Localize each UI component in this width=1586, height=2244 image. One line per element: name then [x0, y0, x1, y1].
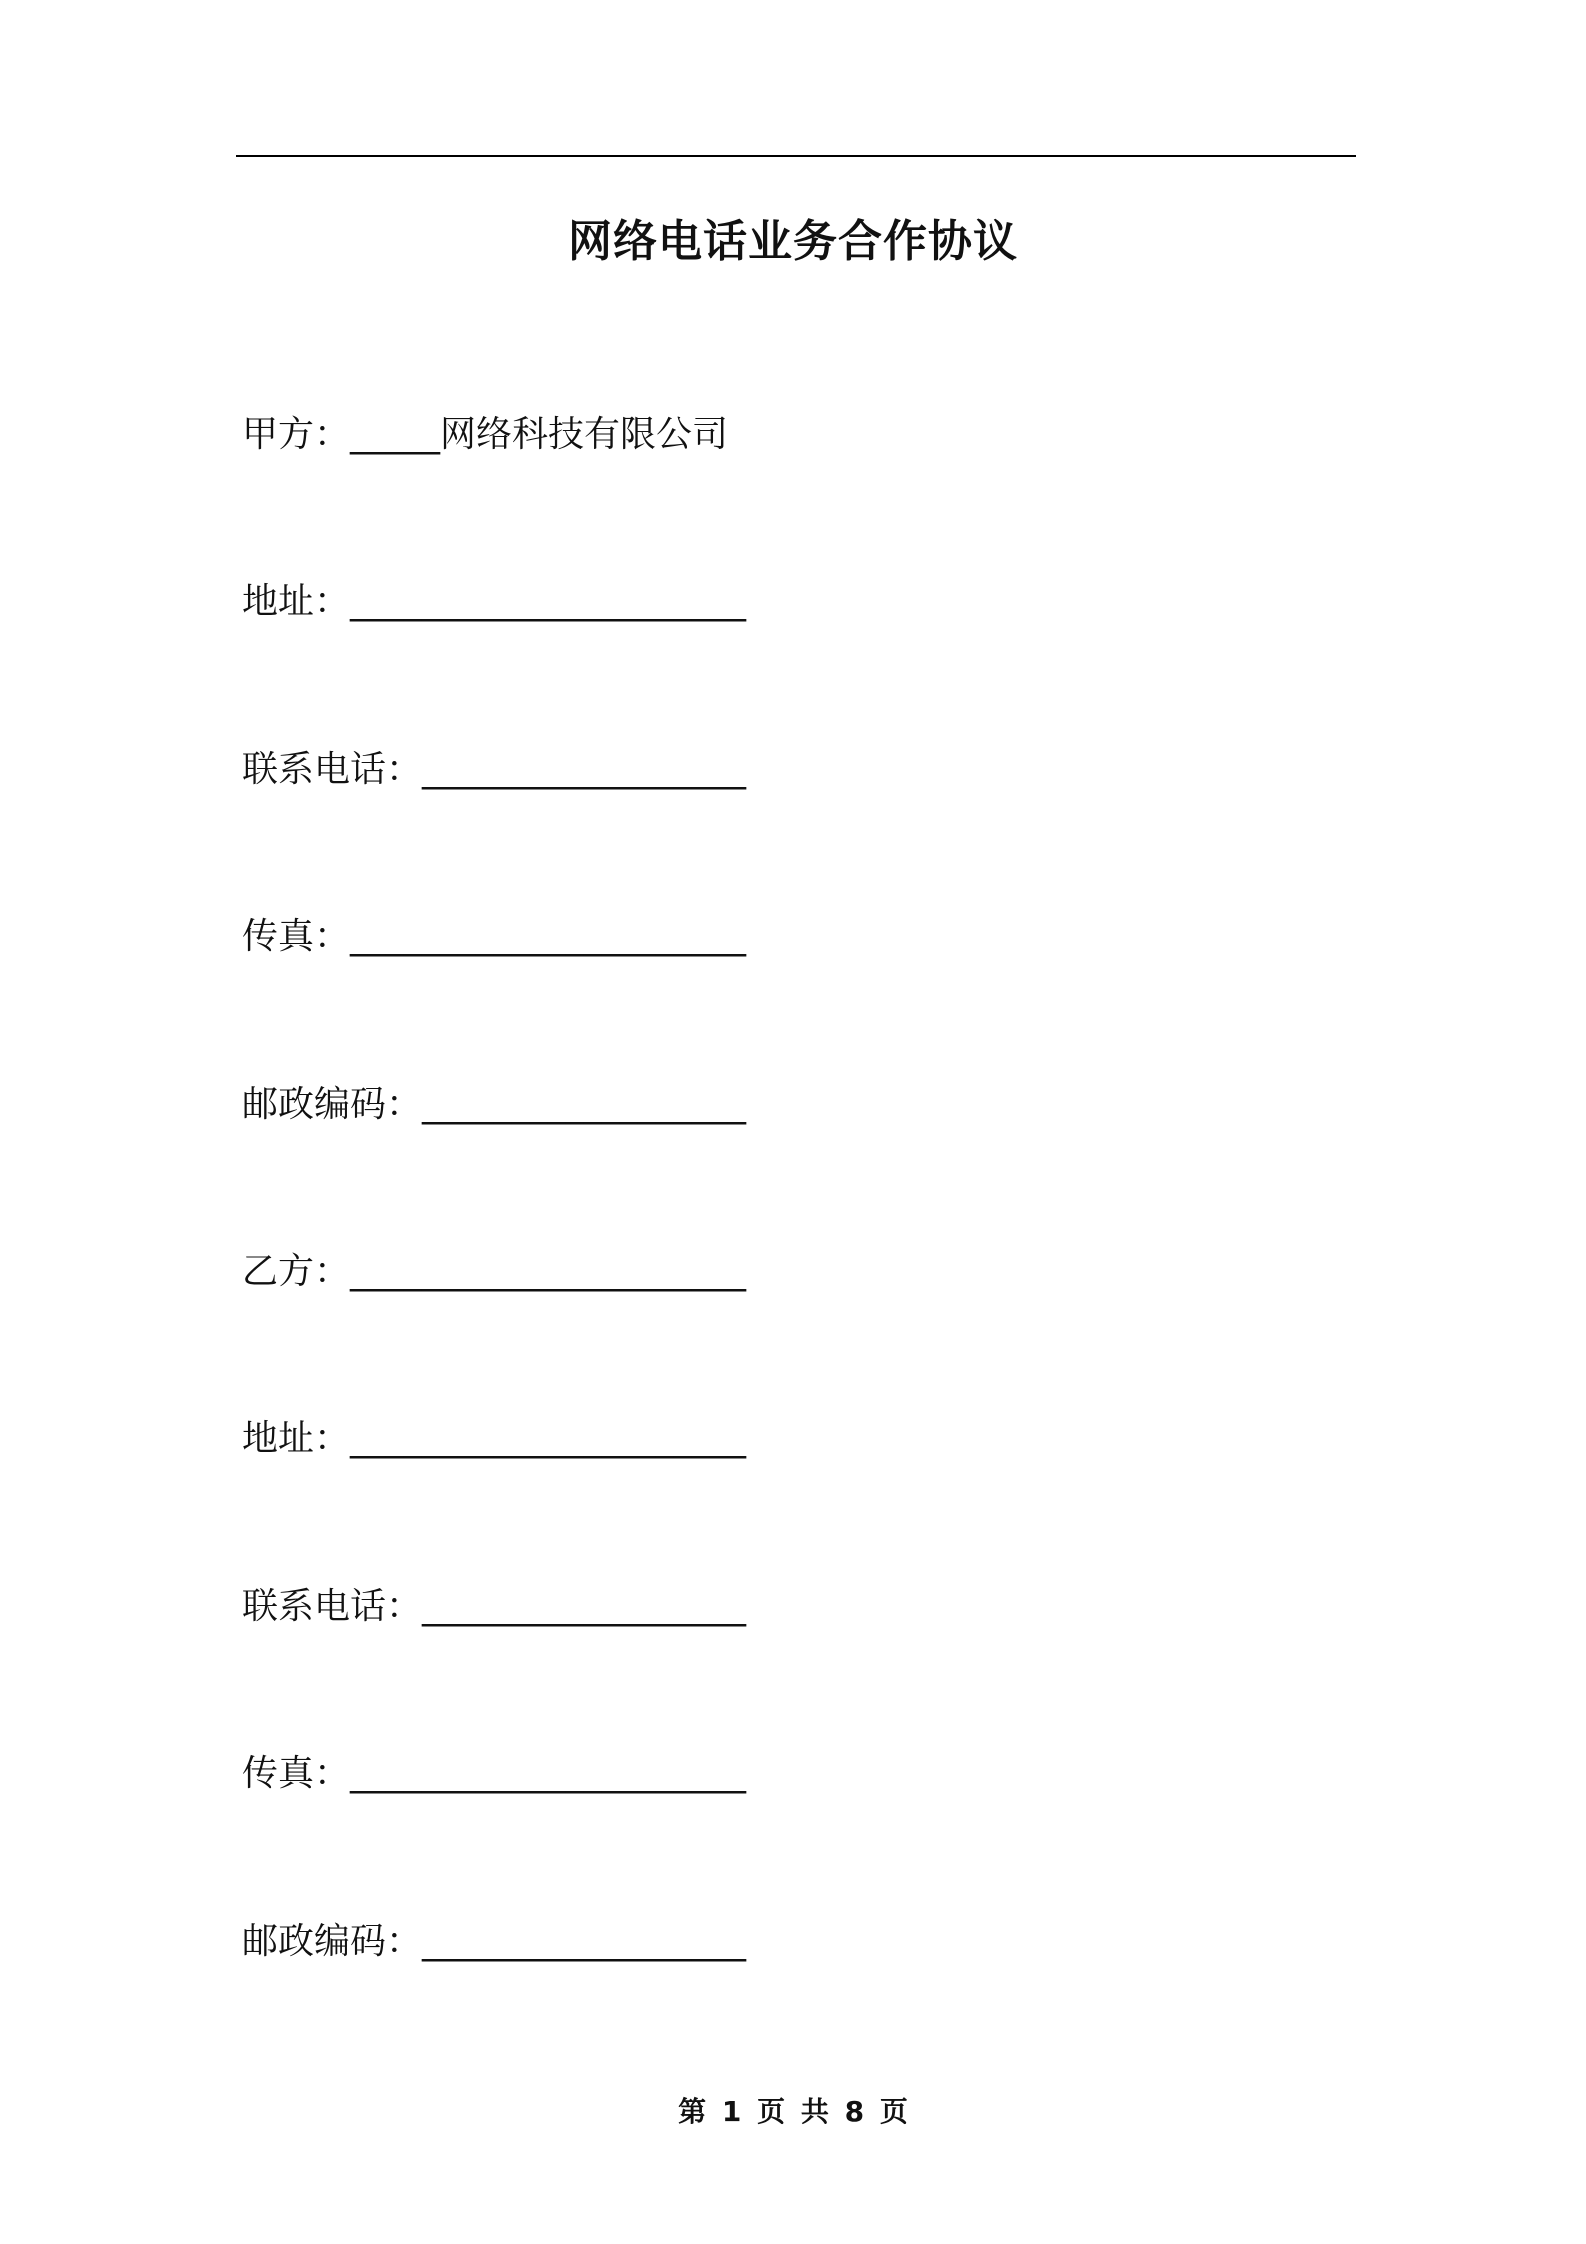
party-a-postcode-field	[242, 1080, 746, 1130]
field-label: 地址：	[242, 581, 351, 622]
page-number-footer: 第 1 页 共 8 页	[678, 2095, 908, 2128]
field-label: 传真：	[242, 1753, 351, 1794]
field-value: __________________	[422, 1586, 747, 1627]
field-value: ______________________	[350, 1753, 747, 1794]
field-value: __________________	[422, 749, 747, 790]
party-b-phone-field	[242, 1582, 746, 1632]
party-a-address-field	[242, 577, 746, 627]
field-label: 邮政编码：	[242, 1921, 423, 1962]
field-value: ______________________	[350, 1418, 747, 1459]
field-label: 地址：	[242, 1418, 351, 1459]
field-value: __________________	[422, 1921, 747, 1962]
party-b-name-field	[242, 1247, 746, 1297]
field-label: 乙方：	[242, 1251, 351, 1292]
field-value: ______________________	[350, 581, 747, 622]
field-label: 甲方：	[242, 414, 351, 455]
party-b-fax-field	[242, 1749, 746, 1799]
field-value: ______________________	[350, 916, 747, 957]
field-label: 传真：	[242, 916, 351, 957]
party-a-fax-field	[242, 912, 746, 962]
party-b-address-field	[242, 1414, 746, 1464]
party-a-phone-field	[242, 745, 746, 795]
field-label: 联系电话：	[242, 1586, 423, 1627]
field-value: __________________	[422, 1084, 747, 1125]
field-value: ______________________	[350, 1251, 747, 1292]
field-label: 邮政编码：	[242, 1084, 423, 1125]
party-b-postcode-field	[242, 1917, 746, 1967]
header-rule	[236, 155, 1356, 157]
party-a-name-field	[242, 410, 728, 460]
document-title: 网络电话业务合作协议	[568, 216, 1018, 267]
field-label: 联系电话：	[242, 749, 423, 790]
field-value: _____网络科技有限公司	[350, 414, 729, 455]
